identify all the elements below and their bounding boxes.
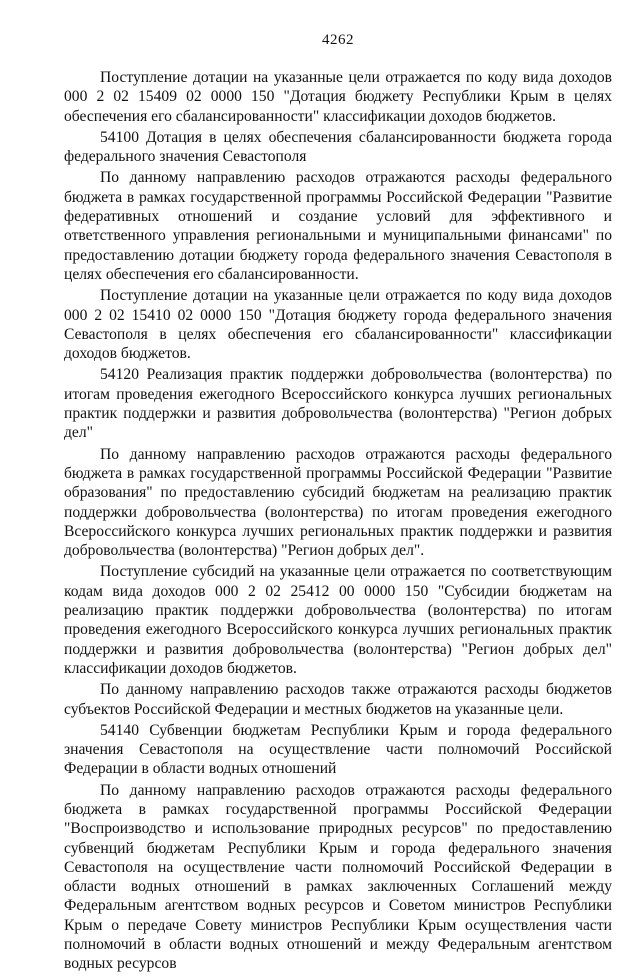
heading-54100: 54100 Дотация в целях обеспечения сбалансированности бюджета города федерального значения Севастополя <box>64 128 612 166</box>
heading-54140: 54140 Субвенции бюджетам Республики Крым и города федерального значения Севастополя на осуществление части полномочий Российской Федерации в области водных отношений <box>64 721 612 778</box>
paragraph-income-subsidies-volunteering: Поступление субсидий на указанные цели отражается по соответствующим кодам вида доходов 000 2 02 25412 00 0000 150 "Субсидии бюджетам на реализацию практик поддержки добровольчества (волонтерства) по итогам проведения ежегодного Всероссийского конкурса лучших региональных практик поддержки и развития добровольчества (волонтерства) "Регион добрых дел" классификации доходов бюджетов. <box>64 563 612 677</box>
paragraph-income-dotation-sevastopol: Поступление дотации на указанные цели отражается по коду вида доходов 000 2 02 15410 02 0000 150 "Дотация бюджету города федерального значения Севастополя в целях обеспечения его сбалансированности" классификации доходов бюджетов. <box>64 287 612 363</box>
paragraph-expenses-water-relations: По данному направлению расходов отражаются расходы федерального бюджета в рамках государственной программы Российской Федерации "Воспроизводство и использование природных ресурсов" по предоставлению субвенций бюджетам Республики Крым и города федерального значения Севастополя на осуществление части полномочий Российской Федерации в области водных отношений в рамках заключенных Соглашений между Федеральным агентством водных ресурсов и Советом министров Республики Крым о передаче Совету министров Республики Крым осуществления части полномочий в области водных отношений и между Федеральным агентством водных ресурсов <box>64 781 612 973</box>
paragraph-regional-budgets: По данному направлению расходов также отражаются расходы бюджетов субъектов Российской Федерации и местных бюджетов на указанные цели. <box>64 681 612 718</box>
page-number: 4262 <box>322 32 354 48</box>
paragraph-expenses-volunteering: По данному направлению расходов отражаются расходы федерального бюджета в рамках государственной программы Российской Федерации "Развитие образования" по предоставлению субсидий бюджетам на реализацию практик поддержки добровольчества (волонтерства) по итогам проведения ежегодного Всероссийского конкурса лучших региональных практик поддержки и развития добровольчества (волонтерства) "Регион добрых дел". <box>64 445 612 560</box>
document-page <box>64 0 612 976</box>
paragraph-income-dotation-crimea: Поступление дотации на указанные цели отражается по коду вида доходов 000 2 02 15409 02 0000 150 "Дотация бюджету Республики Крым в целях обеспечения его сбалансированности" классификации доходов бюджетов. <box>64 69 612 125</box>
paragraph-expenses-sevastopol: По данному направлению расходов отражаются расходы федерального бюджета в рамках государственной программы Российской Федерации "Развитие федеративных отношений и создание условий для эффективного и ответственного управления региональными и муниципальными финансами" по предоставлению дотации бюджету города федерального значения Севастополя в целях обеспечения его сбалансированности. <box>64 169 612 283</box>
heading-54120: 54120 Реализация практик поддержки добровольчества (волонтерства) по итогам проведения ежегодного Всероссийского конкурса лучших региональных практик поддержки и развития добровольчества (волонтерства) "Регион добрых дел" <box>64 366 612 442</box>
